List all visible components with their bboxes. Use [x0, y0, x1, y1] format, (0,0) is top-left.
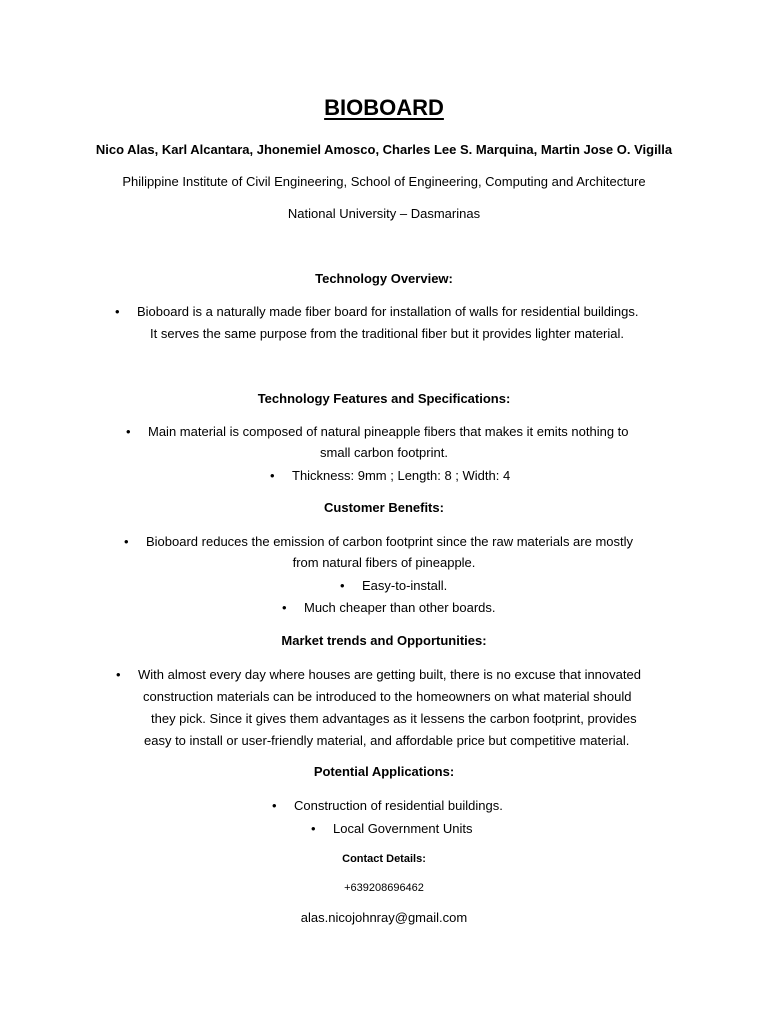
bullet-marker: • [124, 534, 129, 549]
overview-heading: Technology Overview: [315, 271, 453, 286]
bullet-marker: • [272, 798, 277, 813]
bullet-marker: • [340, 578, 345, 593]
benefits-heading: Customer Benefits: [324, 500, 444, 515]
overview-bullet-text-line-2: It serves the same purpose from the traditional fiber but it provides lighter material. [150, 326, 624, 341]
bullet-marker: • [115, 304, 120, 319]
authors-line: Nico Alas, Karl Alcantara, Jhonemiel Amosco, Charles Lee S. Marquina, Martin Jose O. Vigilla [95, 142, 673, 157]
benefits-bullet-1-text-line-1: Bioboard reduces the emission of carbon footprint since the raw materials are mostly [146, 534, 634, 549]
applications-heading: Potential Applications: [313, 764, 455, 779]
bullet-marker: • [311, 821, 316, 836]
benefits-bullet-1-text-line-2: from natural fibers of pineapple. [292, 555, 476, 570]
contact-phone: +639208696462 [344, 882, 424, 894]
affiliation-line-1: Philippine Institute of Civil Engineering, School of Engineering, Computing and Architecture [122, 174, 646, 189]
applications-bullet-1-text: Construction of residential buildings. [294, 798, 503, 813]
bullet-marker: • [270, 468, 275, 483]
bullet-marker: • [116, 667, 121, 682]
affiliation-line-2: National University – Dasmarinas [287, 206, 481, 221]
applications-bullet-2-text: Local Government Units [333, 821, 473, 836]
benefits-bullet-2-text: Easy-to-install. [362, 578, 448, 593]
market-bullet-text-line-3: they pick. Since it gives them advantages as it lessens the carbon footprint, provides [151, 711, 637, 726]
market-bullet-text-line-2: construction materials can be introduced to the homeowners on what material should [143, 689, 632, 704]
contact-heading: Contact Details: [342, 853, 426, 865]
features-bullet-1-text-line-1: Main material is composed of natural pineapple fibers that makes it emits nothing to [148, 424, 629, 439]
market-heading: Market trends and Opportunities: [281, 633, 487, 648]
features-bullet-2-text: Thickness: 9mm ; Length: 8 ; Width: 4 [292, 468, 511, 483]
market-bullet-text-line-1: With almost every day where houses are getting built, there is no excuse that innovated [138, 667, 641, 682]
features-bullet-1-text-line-2: small carbon footprint. [320, 445, 448, 460]
benefits-bullet-3-text: Much cheaper than other boards. [304, 600, 496, 615]
contact-email: alas.nicojohnray@gmail.com [300, 910, 468, 925]
features-heading: Technology Features and Specifications: [257, 391, 511, 406]
bullet-marker: • [126, 424, 131, 439]
overview-bullet-text-line-1: Bioboard is a naturally made fiber board for installation of walls for residential buildings. [137, 304, 639, 319]
market-bullet-text-line-4: easy to install or user-friendly material, and affordable price but competitive material. [144, 733, 630, 748]
document-title: BIOBOARD [324, 95, 444, 120]
bullet-marker: • [282, 600, 287, 615]
